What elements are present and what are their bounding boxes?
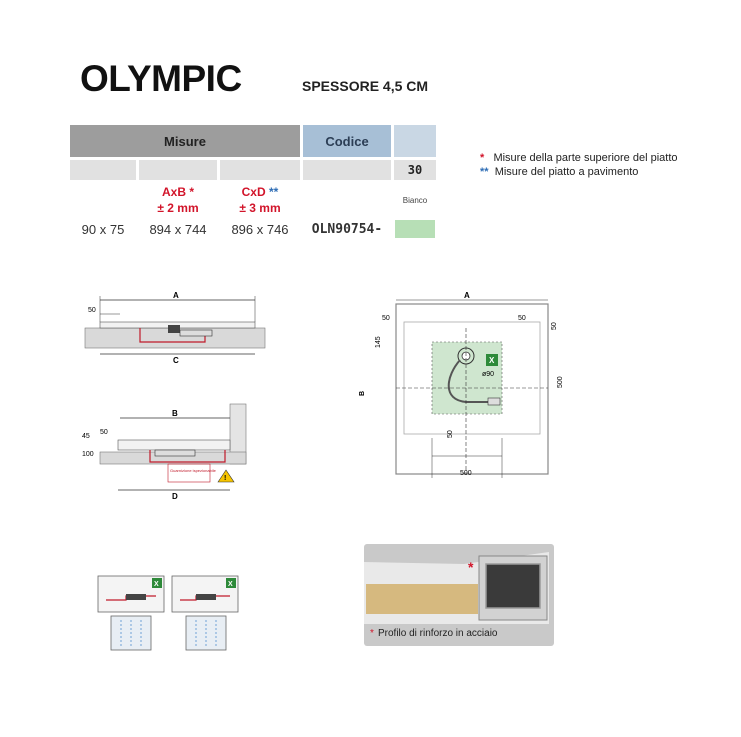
plan-view-drawing xyxy=(356,288,576,483)
section-drawing-a xyxy=(80,288,280,368)
subheader-cell xyxy=(303,160,391,180)
cxd-text: CxD xyxy=(241,185,266,199)
color-swatch xyxy=(395,220,435,238)
profile-caption-star: * xyxy=(370,628,374,639)
note-text: Misure del piatto a pavimento xyxy=(494,166,639,178)
label-b: B xyxy=(172,409,178,418)
drain-diameter: ø90 xyxy=(482,371,495,378)
plan-dim-50-inner: 50 xyxy=(447,430,454,438)
plan-dim-500-h: 500 xyxy=(460,470,472,477)
plan-dim-145: 145 xyxy=(375,336,382,348)
plan-label-a: A xyxy=(464,291,470,300)
profile-star: * xyxy=(468,559,474,575)
subheader-cell xyxy=(220,160,300,180)
axb-text: AxB xyxy=(161,185,186,199)
thickness-code-cell: 30 xyxy=(394,160,436,180)
installation-drawing xyxy=(96,574,246,652)
single-star: * xyxy=(189,185,195,199)
label-a: A xyxy=(173,291,179,300)
note-mark: ** xyxy=(480,166,489,178)
plan-dim-500-v: 500 xyxy=(557,376,564,388)
note-mark: * xyxy=(480,152,485,164)
cxd-value: 896 x 746 xyxy=(231,222,289,237)
subheader-cell xyxy=(139,160,217,180)
measures-header-label: Misure xyxy=(164,133,206,149)
color-header xyxy=(394,125,436,157)
nominal-size: 90 x 75 xyxy=(81,222,125,237)
profile-caption: Profilo di rinforzo in acciaio xyxy=(378,628,498,639)
plan-label-b: B xyxy=(359,390,366,396)
product-title: OLYMPIC xyxy=(80,58,242,99)
dim-45: 45 xyxy=(82,433,90,440)
product-code: OLN90754- xyxy=(311,222,383,237)
dim-50: 50 xyxy=(88,307,96,314)
cxd-label xyxy=(220,184,300,216)
section-drawing-b xyxy=(80,400,250,500)
install-badge: X xyxy=(154,581,159,588)
dim-100: 100 xyxy=(82,451,94,458)
warning-text: Guarnizione ispezionabile xyxy=(170,468,216,473)
subheader-cell xyxy=(70,160,136,180)
plan-dim-50-left: 50 xyxy=(382,315,390,322)
thickness-subtitle: SPESSORE 4,5 CM xyxy=(302,78,429,94)
note-floor xyxy=(480,166,638,178)
drain-badge: X xyxy=(489,356,495,365)
note-top xyxy=(480,152,678,164)
install-badge: X xyxy=(228,581,233,588)
cxd-tolerance: ± 3 mm xyxy=(239,201,281,215)
code-header xyxy=(303,125,391,157)
code-header-label: Codice xyxy=(325,133,369,149)
note-text: Misure della parte superiore del piatto xyxy=(493,152,678,164)
warning-icon-mark: ! xyxy=(224,475,227,482)
double-star: ** xyxy=(269,185,279,199)
label-c: C xyxy=(173,356,179,365)
plan-dim-50-right: 50 xyxy=(518,315,526,322)
label-d: D xyxy=(172,492,178,500)
plan-dim-50-side: 50 xyxy=(551,322,558,330)
measures-header xyxy=(70,125,300,157)
dim-50: 50 xyxy=(100,429,108,436)
axb-value: 894 x 744 xyxy=(149,222,207,237)
profile-drawing xyxy=(364,544,554,646)
color-name: Bianco xyxy=(402,196,428,205)
axb-tolerance: ± 2 mm xyxy=(157,201,199,215)
axb-label xyxy=(139,184,217,216)
